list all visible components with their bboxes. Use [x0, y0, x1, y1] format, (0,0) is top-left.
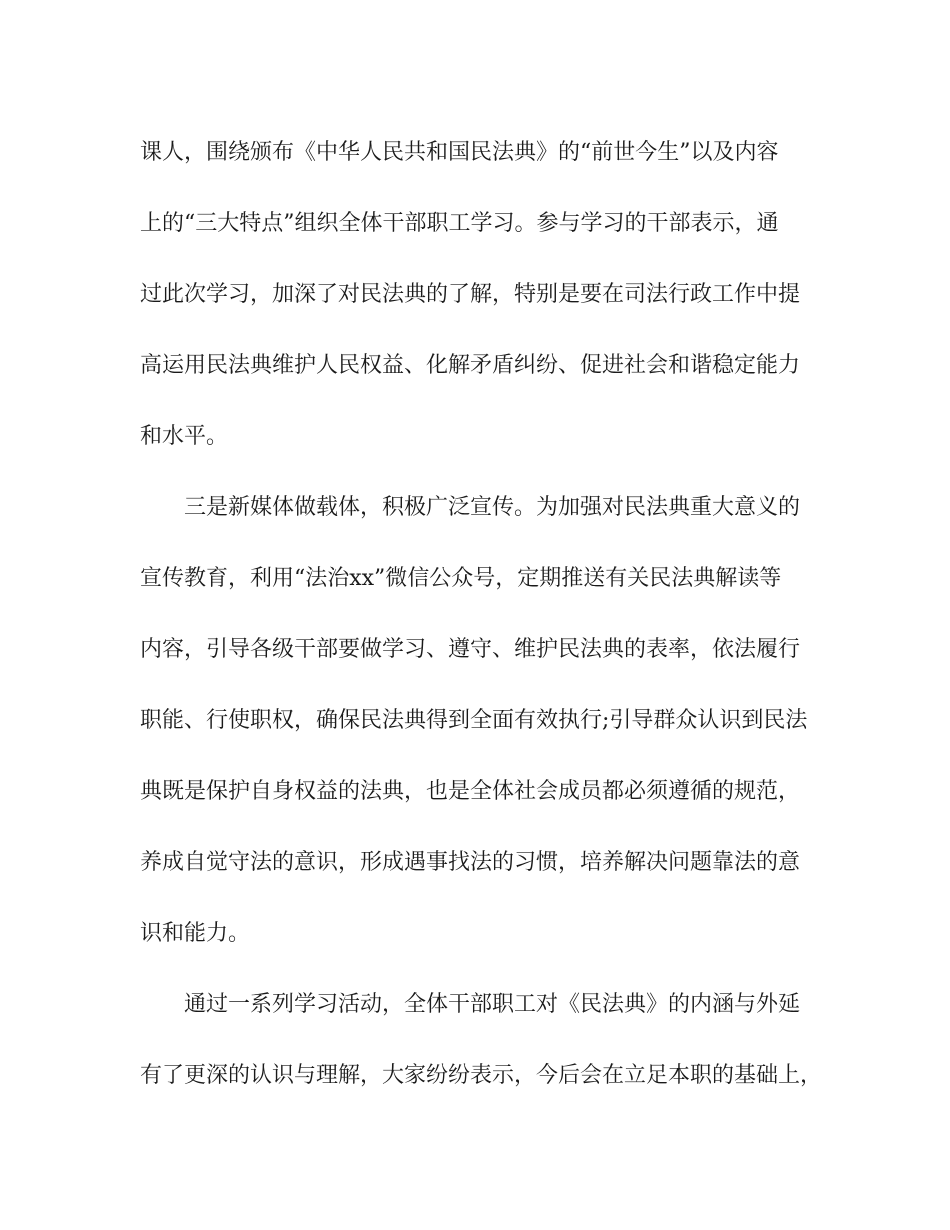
document-body	[140, 117, 823, 1111]
text-line: 上的“三大特点”组织全体干部职工学习。参与学习的干部表示，通	[140, 211, 779, 236]
text-line: 职能、行使职权，确保民法典得到全面有效执行;引导群众认识到民法	[140, 708, 808, 733]
text-line: 识和能力。	[140, 921, 251, 946]
text-line: 高运用民法典维护人民权益、化解矛盾纠纷、促进社会和谐稳定能力	[140, 353, 801, 378]
text-line: 过此次学习，加深了对民法典的了解，特别是要在司法行政工作中提	[140, 282, 801, 307]
paragraph-first-line: 三是新媒体做载体，积极广泛宣传。为加强对民法典重大意义的	[184, 495, 801, 520]
text-line: 宣传教育，利用“法治xx”微信公众号，定期推送有关民法典解读等	[140, 566, 782, 591]
text-line: 课人，围绕颁布《中华人民共和国民法典》的“前世今生”以及内容	[140, 140, 779, 165]
text-line: 养成自觉守法的意识，形成遇事找法的习惯，培养解决问题靠法的意	[140, 850, 801, 875]
paragraph-first-line: 通过一系列学习活动，全体干部职工对《民法典》的内涵与外延	[184, 992, 801, 1017]
text-line: 典既是保护自身权益的法典，也是全体社会成员都必须遵循的规范，	[140, 779, 801, 804]
text-line: 和水平。	[140, 424, 229, 449]
text-line: 内容，引导各级干部要做学习、遵守、维护民法典的表率，依法履行	[140, 637, 801, 662]
text-line: 有了更深的认识与理解，大家纷纷表示，今后会在立足本职的基础上，	[140, 1063, 823, 1088]
